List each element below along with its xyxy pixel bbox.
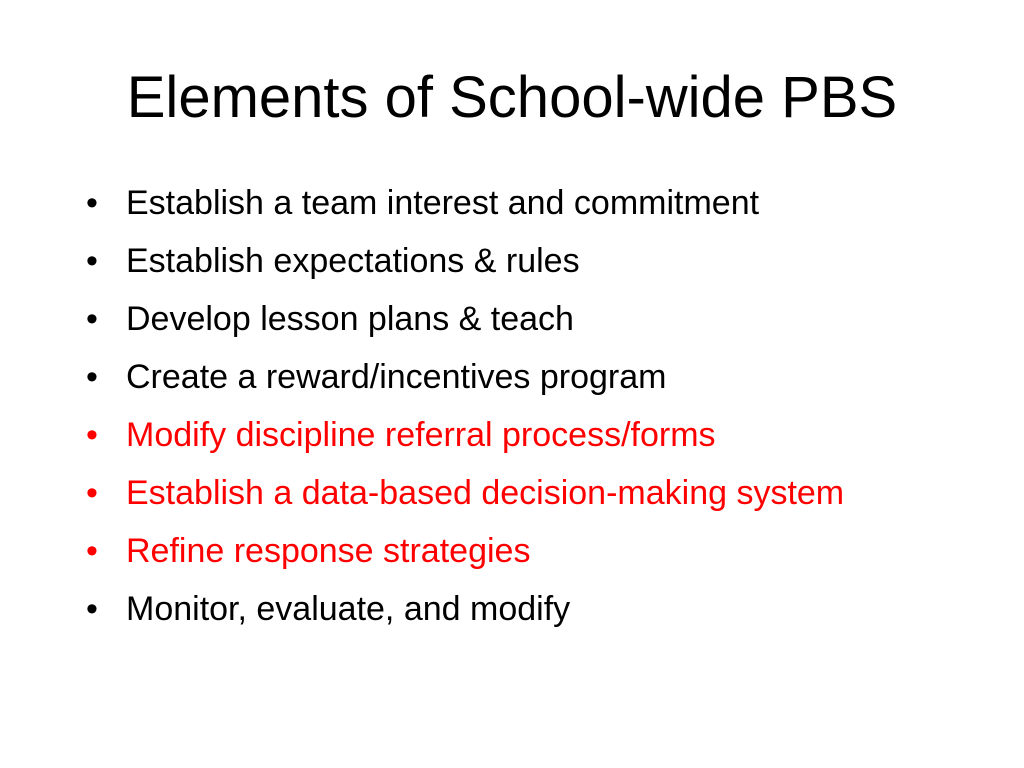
bullet-dot-icon: • xyxy=(86,184,98,222)
bullet-text: Establish expectations & rules xyxy=(126,242,580,280)
bullet-text: Develop lesson plans & teach xyxy=(126,300,574,338)
bullet-list xyxy=(86,174,844,638)
bullet-text: Establish a team interest and commitment xyxy=(126,184,760,222)
bullet-item xyxy=(86,406,844,464)
bullet-item xyxy=(86,348,844,406)
bullet-text: Refine response strategies xyxy=(126,532,531,570)
slide-title: Elements of School-wide PBS xyxy=(126,65,898,130)
bullet-dot-icon: • xyxy=(86,474,98,512)
bullet-text: Monitor, evaluate, and modify xyxy=(126,590,571,628)
bullet-dot-icon: • xyxy=(86,416,98,454)
bullet-item xyxy=(86,174,844,232)
bullet-text: Create a reward/incentives program xyxy=(126,358,667,396)
bullet-text: Establish a data-based decision-making system xyxy=(126,474,845,512)
bullet-dot-icon: • xyxy=(86,590,98,628)
bullet-item xyxy=(86,522,844,580)
bullet-item xyxy=(86,290,844,348)
bullet-dot-icon: • xyxy=(86,242,98,280)
bullet-dot-icon: • xyxy=(86,532,98,570)
bullet-dot-icon: • xyxy=(86,358,98,396)
bullet-text: Modify discipline referral process/forms xyxy=(126,416,716,454)
bullet-dot-icon: • xyxy=(86,300,98,338)
bullet-item xyxy=(86,580,844,638)
bullet-item xyxy=(86,232,844,290)
bullet-item xyxy=(86,464,844,522)
